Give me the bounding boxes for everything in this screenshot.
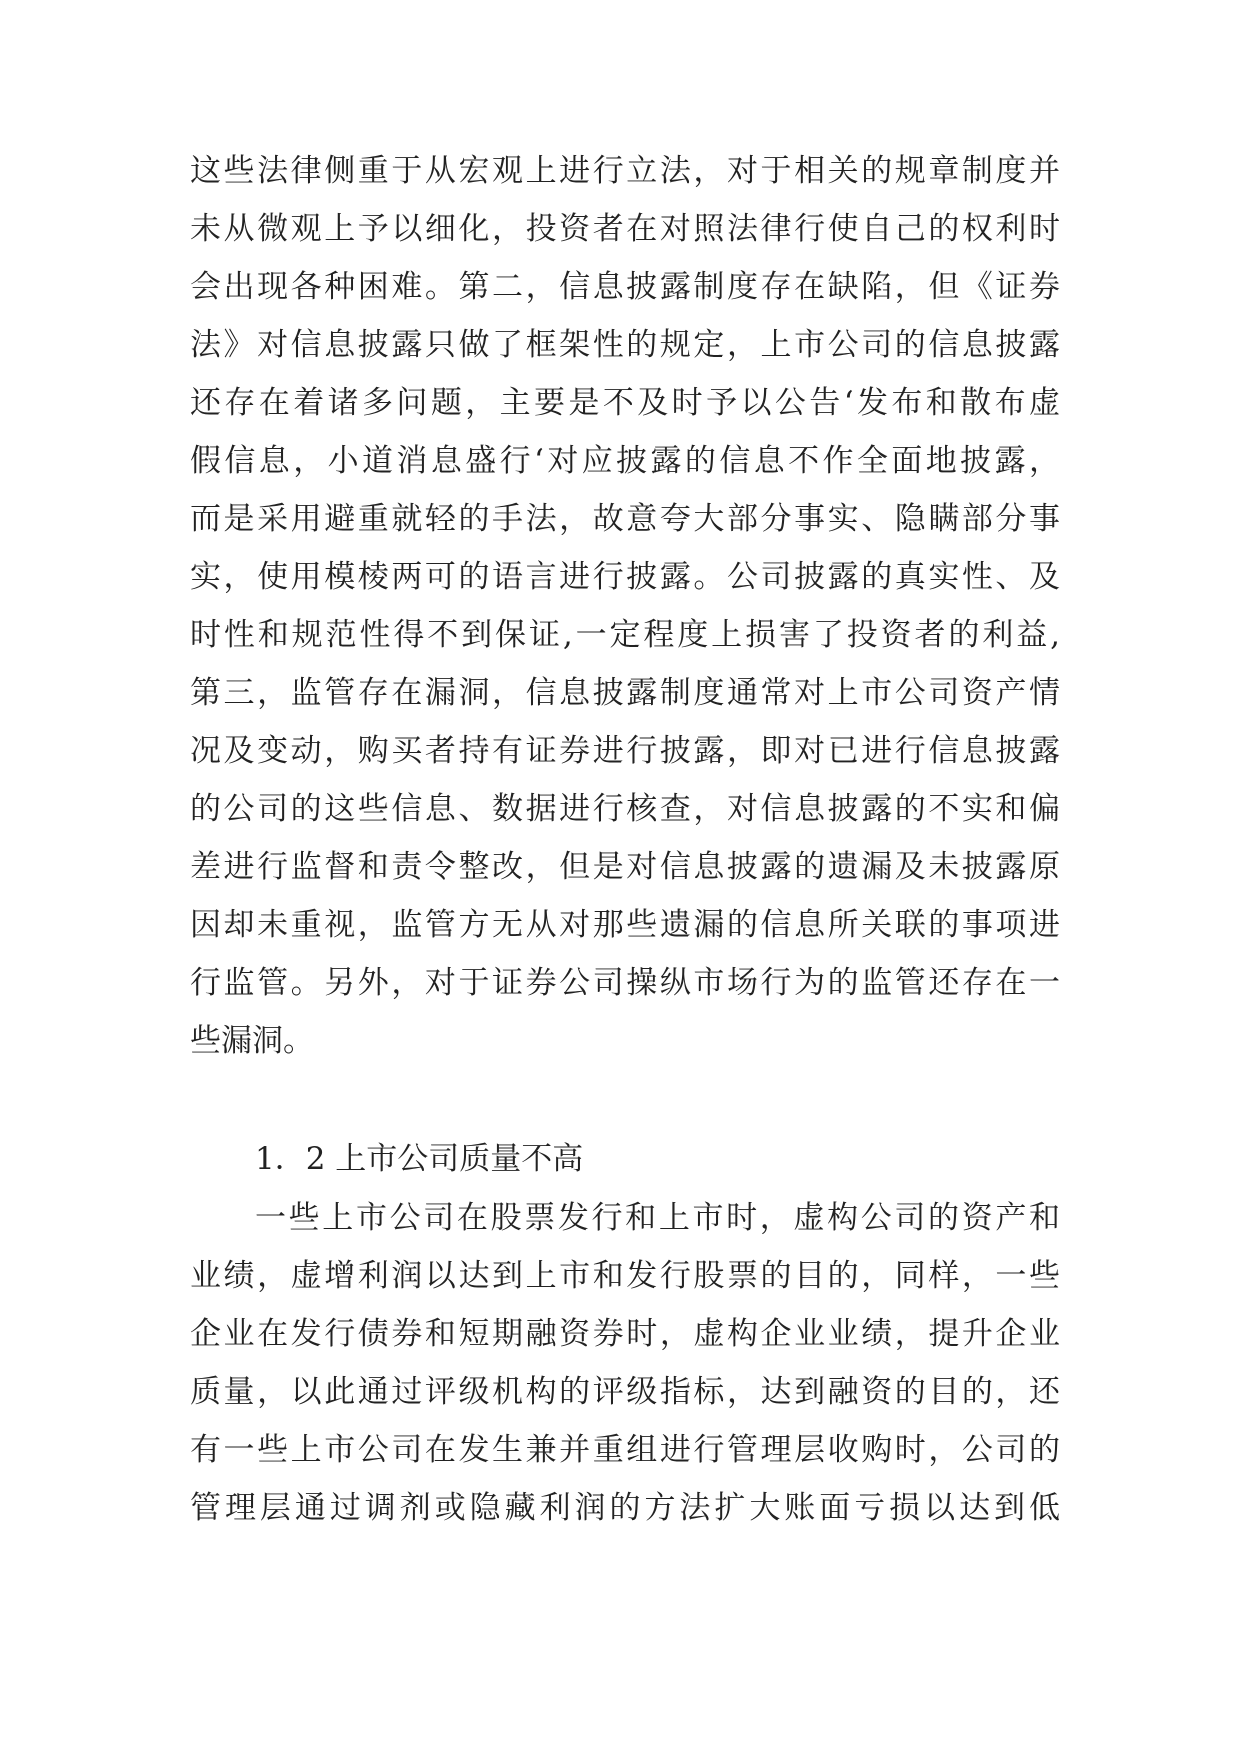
text-line: 因却未重视，监管方无从对那些遗漏的信息所关联的事项进: [190, 907, 1060, 943]
text-line: 实，使用模棱两可的语言进行披露。公司披露的真实性、及: [190, 559, 1060, 595]
text-line: 的公司的这些信息、数据进行核查，对信息披露的不实和偏: [190, 791, 1060, 827]
text-line: 会出现各种困难。第二，信息披露制度存在缺陷，但《证券: [190, 269, 1060, 305]
text-line: 管理层通过调剂或隐藏利润的方法扩大账面亏损以达到低: [190, 1490, 1060, 1526]
text-line: 这些法律侧重于从宏观上进行立法，对于相关的规章制度并: [190, 153, 1060, 189]
text-line: 法》对信息披露只做了框架性的规定，上市公司的信息披露: [190, 327, 1060, 363]
text-line: 第三，监管存在漏洞，信息披露制度通常对上市公司资产情: [190, 675, 1060, 711]
text-line: 而是采用避重就轻的手法，故意夸大部分事实、隐瞒部分事: [190, 501, 1060, 537]
text-line: 企业在发行债券和短期融资券时，虚构企业业绩，提升企业: [190, 1316, 1060, 1352]
text-line: 时性和规范性得不到保证,一定程度上损害了投资者的利益,: [190, 617, 1060, 653]
text-line: 假信息，小道消息盛行‘对应披露的信息不作全面地披露，: [190, 443, 1060, 479]
text-line: 有一些上市公司在发生兼并重组进行管理层收购时，公司的: [190, 1432, 1060, 1468]
text-line: 一些上市公司在股票发行和上市时，虚构公司的资产和: [255, 1200, 1060, 1236]
text-line: 差进行监督和责令整改，但是对信息披露的遗漏及未披露原: [190, 849, 1060, 885]
text-line: 些漏洞。: [190, 1023, 314, 1059]
section-heading: 1．2 上市公司质量不高: [255, 1141, 584, 1177]
text-line: 况及变动，购买者持有证券进行披露，即对已进行信息披露: [190, 733, 1060, 769]
text-line: 行监管。另外，对于证券公司操纵市场行为的监管还存在一: [190, 965, 1060, 1001]
text-line: 质量，以此通过评级机构的评级指标，达到融资的目的，还: [190, 1374, 1060, 1410]
text-line: 未从微观上予以细化，投资者在对照法律行使自己的权利时: [190, 211, 1060, 247]
text-line: 业绩，虚增利润以达到上市和发行股票的目的，同样，一些: [190, 1258, 1060, 1294]
text-line: 还存在着诸多问题，主要是不及时予以公告‘发布和散布虚: [190, 385, 1060, 421]
